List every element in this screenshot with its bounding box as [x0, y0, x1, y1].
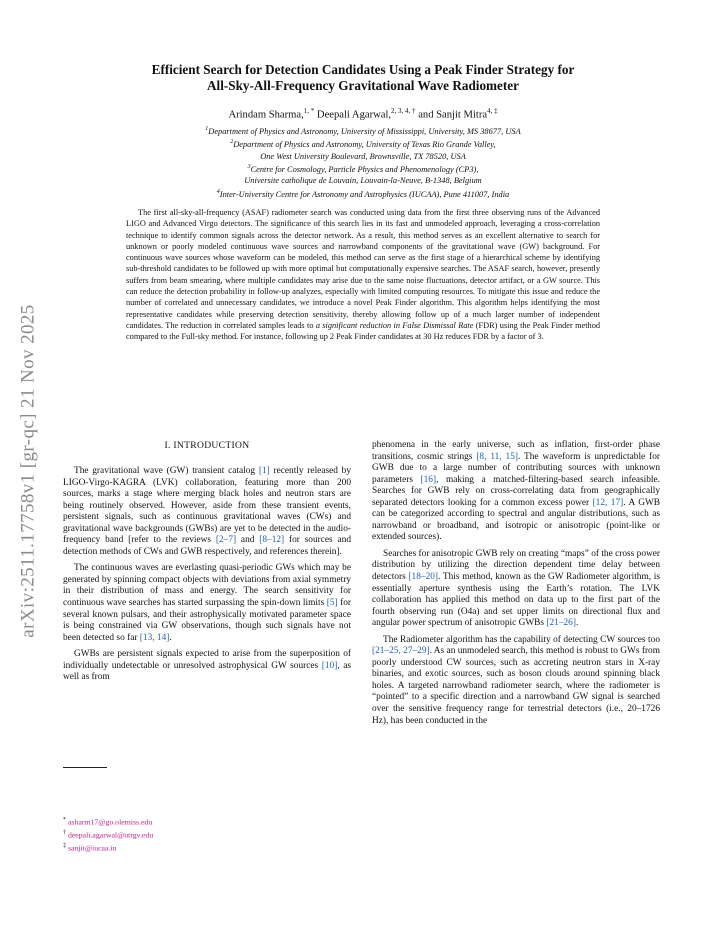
footnote-mark: † [63, 829, 66, 836]
citation-link[interactable]: [21–25, 27–29] [372, 646, 430, 657]
author-3-affil: 4, ‡ [487, 107, 498, 115]
citation-link[interactable]: [8, 11, 15] [476, 451, 518, 462]
body-text: for sources and detection methods of CWs and GWB respectively, and references therein]. [63, 535, 351, 557]
email-link[interactable]: deepali.agarwal@utrgv.edu [66, 830, 154, 840]
affiliation-number: 4 [216, 188, 220, 195]
footnote-item [63, 828, 351, 841]
author-2-affil: 2, 3, 4, † [391, 107, 416, 115]
body-text: and [236, 535, 260, 546]
paragraph [372, 549, 660, 630]
abstract-tail: (FDR) using the Peak Finder method compared to the Full-sky method. For instance, following up 2 Peak Finder candidates at 30 Hz reduces FDR by a factor of 3. [126, 320, 600, 342]
abstract-emphasis: a significant reduction in False Dismissal Rate [315, 320, 474, 330]
author-and: and [418, 109, 434, 121]
paragraph [63, 649, 351, 684]
body-text: phenomena in the early universe, such as inflation, first-order phase transitions, cosmic strings [372, 440, 660, 462]
body-text: The continuous waves are everlasting quasi-periodic GWs which may be generated by spinning compact objects with deviations from axial symmetry in their distribution of mass and energy. The search sensitivity for continuous wave searches has started surpassing the spin-down limits [63, 563, 351, 609]
left-column [63, 466, 351, 689]
footnote-divider [63, 767, 107, 768]
arxiv-identifier-stamp [14, 262, 44, 680]
title-line-1: Efficient Search for Detection Candidates Using a Peak Finder Strategy for [151, 62, 575, 77]
citation-link[interactable]: [5] [326, 598, 338, 609]
footnote-mark: * [63, 817, 66, 823]
affiliation-number: 3 [247, 164, 251, 171]
abstract-text [126, 207, 600, 343]
author-list [70, 107, 656, 121]
citation-link[interactable]: [2–7] [215, 535, 237, 546]
body-text: The gravitational wave (GW) transient catalog [74, 466, 259, 476]
body-text: . The waveform is unpredictable for GWB due to a large number of contributing sources with unknown parameters [372, 451, 660, 485]
citation-link[interactable]: [10] [321, 660, 338, 671]
citation-link[interactable]: [8–12] [259, 535, 285, 546]
citation-link[interactable]: [21–26] [546, 618, 576, 629]
body-text: . As an unmodeled search, this method is robust to GWs from poorly understood CW sources, such as accreting neutron stars in X-ray binaries, and exotic sources, such as boson clouds around spinning black holes. A targeted narrowband radiometer search, where the radiometer is “pointed” to a specific direction and a narrowband GW signal is searched over the sensitive frequency range for terrestrial detectors (i.e., 20–1726 Hz), has been conducted in the [372, 646, 660, 726]
footnote-mark: ‡ [63, 842, 66, 849]
body-text: . [575, 618, 579, 629]
body-text: . [169, 632, 172, 643]
paragraph [63, 563, 351, 644]
email-link[interactable]: asharm17@go.olemiss.edu [66, 817, 153, 827]
affiliation-text: One West University Boulevard, Brownsville, TX 78520, USA [260, 151, 466, 161]
affiliation-line [100, 137, 626, 150]
citation-link[interactable]: [1] [258, 466, 270, 476]
affiliation-text: Centre for Cosmology, Particle Physics and Phenomenology (CP3), [250, 164, 479, 174]
citation-link[interactable]: [12, 17] [592, 497, 624, 508]
paragraph [372, 635, 660, 727]
footnote-item [63, 815, 351, 828]
author-2: Deepali Agarwal, [316, 109, 392, 121]
footnote-item [63, 841, 351, 854]
abstract [126, 207, 600, 343]
affiliation-number: 1 [205, 126, 209, 132]
body-text: GWBs are persistent signals expected to arise from the superposition of individually undetectable or unresolved astrophysical GW sources [63, 649, 351, 671]
affiliation-text: Department of Physics and Astronomy, University of Texas Rio Grande Valley, [233, 140, 496, 150]
body-text: , as well as from [63, 660, 351, 683]
affiliation-text: Department of Physics and Astronomy, University of Mississippi, University, MS 38677, USA [208, 126, 521, 136]
affiliation-list [100, 124, 626, 200]
author-1: Arindam Sharma, [228, 109, 304, 121]
abstract-main: The first all-sky-all-frequency (ASAF) radiometer search was conducted using data from the first three observing runs of the Advanced LIGO and Advanced Virgo detectors. The significance of this search lies in its fast and unmodeled approach, leveraging a cross-correlation technique to identify common signals across the detector network. As a result, this method serves as an excellent alternative to search for unknown or poorly modeled continuous wave sources and narrowband components of the gravitational wave (GW) background. For continuous wave sources whose waveform can be modeled, this method can serve as the first stage of a hierarchical scheme by identifying sub-threshold candidates to be followed up with more optimal but computationally expensive searches. The ASAF search, however, presently suffers from beam smearing, where multiple candidates may arise due to the same noise fluctuations, detector artifact, or a GW source. This can reduce the detection probability in follow-up analyzes, especially with limited computing resources. To mitigate this issue and reduce the number of correlated and unnecessary candidates, we introduce a novel Peak Finder algorithm. This algorithm helps identifying the most representative candidates while preserving detection sensitivity, thereby allowing follow up of a much larger number of independent candidates. The reduction in correlated samples leads to [126, 208, 600, 330]
section-heading-introduction: I. INTRODUCTION [164, 440, 250, 451]
affiliation-text: Inter-University Centre for Astronomy and Astrophysics (IUCAA), Pune 411007, India [219, 189, 510, 199]
body-text: . This method, known as the GW Radiometer algorithm, is essentially aperture synthesis using the Earth’s rotation. The LVK collaboration has applied this method on data up to the first part of the fourth observing run (O4a) and set upper limits on directional flux and angular power spectrum of anisotropic GWBs [372, 572, 661, 629]
citation-link[interactable]: [18–20] [408, 572, 439, 583]
paragraph [63, 466, 351, 558]
email-link[interactable]: sanjit@iucaa.in [66, 843, 117, 853]
title-line-2: All-Sky-All-Frequency Gravitational Wave Radiometer [207, 78, 519, 93]
citation-link[interactable]: [16] [420, 474, 437, 485]
citation-link[interactable]: [13, 14] [139, 632, 170, 643]
paper-title [70, 62, 656, 94]
affiliation-line [100, 187, 626, 200]
affiliation-text: Universite catholique de Louvain, Louvain-la-Neuve, B-1348, Belgium [244, 176, 482, 186]
affiliation-line [100, 162, 626, 175]
body-text: The Radiometer algorithm has the capability of detecting CW sources too [383, 634, 660, 645]
affiliation-line [100, 151, 626, 163]
paragraph [372, 440, 660, 544]
body-text: Searches for anisotropic GWB rely on creating “maps” of the cross power distribution by utilizing the direction dependent time delay between detectors [372, 548, 660, 583]
arxiv-identifier-text: arXiv:2511.17758v1 [gr-qc] 21 Nov 2025 [18, 304, 39, 638]
body-text: for several known pulsars, and their astrophysically motivated parameter space is being constrained via GW observations, though such signals have not been detected so far [63, 598, 352, 643]
affiliation-line [100, 175, 626, 187]
affiliation-line [100, 124, 626, 137]
author-1-affil: 1, * [303, 107, 315, 115]
right-column [372, 440, 660, 732]
body-text: . A GWB can be categorized according to spectral and angular distributions, such as narrowband or broadband, and isotropic or anisotropic (point-like or extended sources). [372, 497, 660, 543]
author-3: Sanjit Mitra [436, 109, 488, 121]
footnotes [63, 815, 351, 853]
body-text: recently released by LIGO-Virgo-KAGRA (LVK) collaboration, featuring more than 200 sources, marks a stage where merging black holes and neutron stars are being routinely observed. However, aside from these transient events, persistent signals, such as continuous gravitational waves (CWs) and gravitational wave backgrounds (GWBs) are yet to be detected in the audio-frequency band [refer to the reviews [63, 466, 352, 546]
affiliation-number: 2 [230, 139, 234, 146]
body-text: , making a matched-filtering-based search infeasible. Searches for GWB rely on cross-correlating data from geographically separated detectors looking for a common excess power [372, 474, 660, 508]
